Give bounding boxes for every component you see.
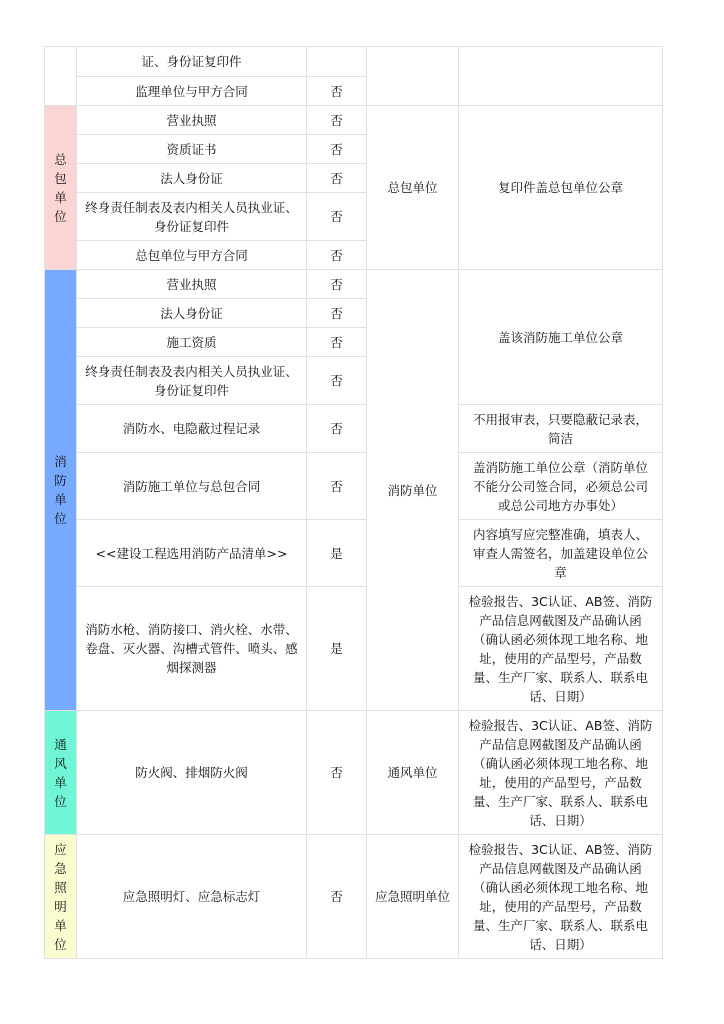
requirements-table [44, 46, 663, 959]
item-cell: 消防施工单位与总包合同 [77, 453, 307, 520]
flag-cell: 否 [307, 77, 367, 106]
flag-cell: 否 [307, 357, 367, 405]
item-cell: 施工资质 [77, 328, 307, 357]
flag-cell: 否 [307, 193, 367, 241]
unit-label-general: 总包单位 [54, 151, 67, 224]
note-cell-continued [459, 47, 663, 106]
responsible-cell-emergency: 应急照明单位 [367, 835, 459, 959]
flag-cell: 否 [307, 711, 367, 835]
note-cell-fire-product-list: 内容填写应完整准确，填表人、审查人需签名，加盖建设单位公章 [459, 520, 663, 587]
unit-label-fire: 消防单位 [54, 454, 67, 526]
note-cell-general: 复印件盖总包单位公章 [459, 106, 663, 270]
item-cell: 证、身份证复印件 [77, 47, 307, 77]
table-row [45, 47, 663, 77]
flag-cell: 否 [307, 135, 367, 164]
item-cell: 消防水枪、消防接口、消火栓、水带、卷盘、灭火器、沟槽式管件、喷头、感烟探测器 [77, 587, 307, 711]
note-cell-fire-concealed: 不用报审表，只要隐蔽记录表，简洁 [459, 405, 663, 453]
item-cell: 法人身份证 [77, 164, 307, 193]
flag-cell: 否 [307, 270, 367, 299]
table-row [45, 835, 663, 959]
flag-cell: 是 [307, 587, 367, 711]
table-row [45, 106, 663, 135]
flag-cell: 否 [307, 106, 367, 135]
unit-cell-continued [45, 47, 77, 106]
note-cell-emergency: 检验报告、3C认证、AB签、消防产品信息网截图及产品确认函（确认函必须体现工地名称、地址，使用的产品型号，产品数量、生产厂家、联系人、联系电话、日期） [459, 835, 663, 959]
item-cell: 防火阀、排烟防火阀 [77, 711, 307, 835]
responsible-cell-general: 总包单位 [367, 106, 459, 270]
table-row [45, 520, 663, 587]
flag-cell [307, 47, 367, 77]
table-row [45, 711, 663, 835]
flag-cell: 否 [307, 328, 367, 357]
table-row [45, 453, 663, 520]
table-row [45, 270, 663, 299]
unit-label-vent: 通风单位 [54, 736, 67, 809]
flag-cell: 否 [307, 241, 367, 270]
flag-cell: 否 [307, 299, 367, 328]
unit-cell-general [45, 106, 77, 270]
item-cell: 终身责任制表及表内相关人员执业证、身份证复印件 [77, 357, 307, 405]
table-row [45, 405, 663, 453]
responsible-cell-continued [367, 47, 459, 106]
note-cell-fire-products: 检验报告、3C认证、AB签、消防产品信息网截图及产品确认函（确认函必须体现工地名称、地址，使用的产品型号，产品数量、生产厂家、联系人、联系电话、日期） [459, 587, 663, 711]
item-cell: 应急照明灯、应急标志灯 [77, 835, 307, 959]
item-cell: 营业执照 [77, 270, 307, 299]
item-cell: 消防水、电隐蔽过程记录 [77, 405, 307, 453]
unit-cell-fire [45, 270, 77, 711]
item-cell: 监理单位与甲方合同 [77, 77, 307, 106]
item-cell: 法人身份证 [77, 299, 307, 328]
unit-label-emergency: 应急照明单位 [54, 841, 67, 952]
unit-cell-vent [45, 711, 77, 835]
flag-cell: 否 [307, 835, 367, 959]
flag-cell: 否 [307, 405, 367, 453]
item-cell: 营业执照 [77, 106, 307, 135]
flag-cell: 否 [307, 164, 367, 193]
item-cell: <<建设工程选用消防产品清单>> [77, 520, 307, 587]
flag-cell: 是 [307, 520, 367, 587]
unit-cell-emergency [45, 835, 77, 959]
responsible-cell-fire: 消防单位 [367, 270, 459, 711]
responsible-cell-vent: 通风单位 [367, 711, 459, 835]
note-cell-fire-seal: 盖该消防施工单位公章 [459, 270, 663, 405]
note-cell-fire-contract: 盖消防施工单位公章（消防单位不能分公司签合同，必须总公司或总公司地方办事处） [459, 453, 663, 520]
table-row [45, 587, 663, 711]
item-cell: 资质证书 [77, 135, 307, 164]
item-cell: 总包单位与甲方合同 [77, 241, 307, 270]
flag-cell: 否 [307, 453, 367, 520]
item-cell: 终身责任制表及表内相关人员执业证、身份证复印件 [77, 193, 307, 241]
note-cell-vent: 检验报告、3C认证、AB签、消防产品信息网截图及产品确认函（确认函必须体现工地名称、地址，使用的产品型号，产品数量、生产厂家、联系人、联系电话、日期） [459, 711, 663, 835]
